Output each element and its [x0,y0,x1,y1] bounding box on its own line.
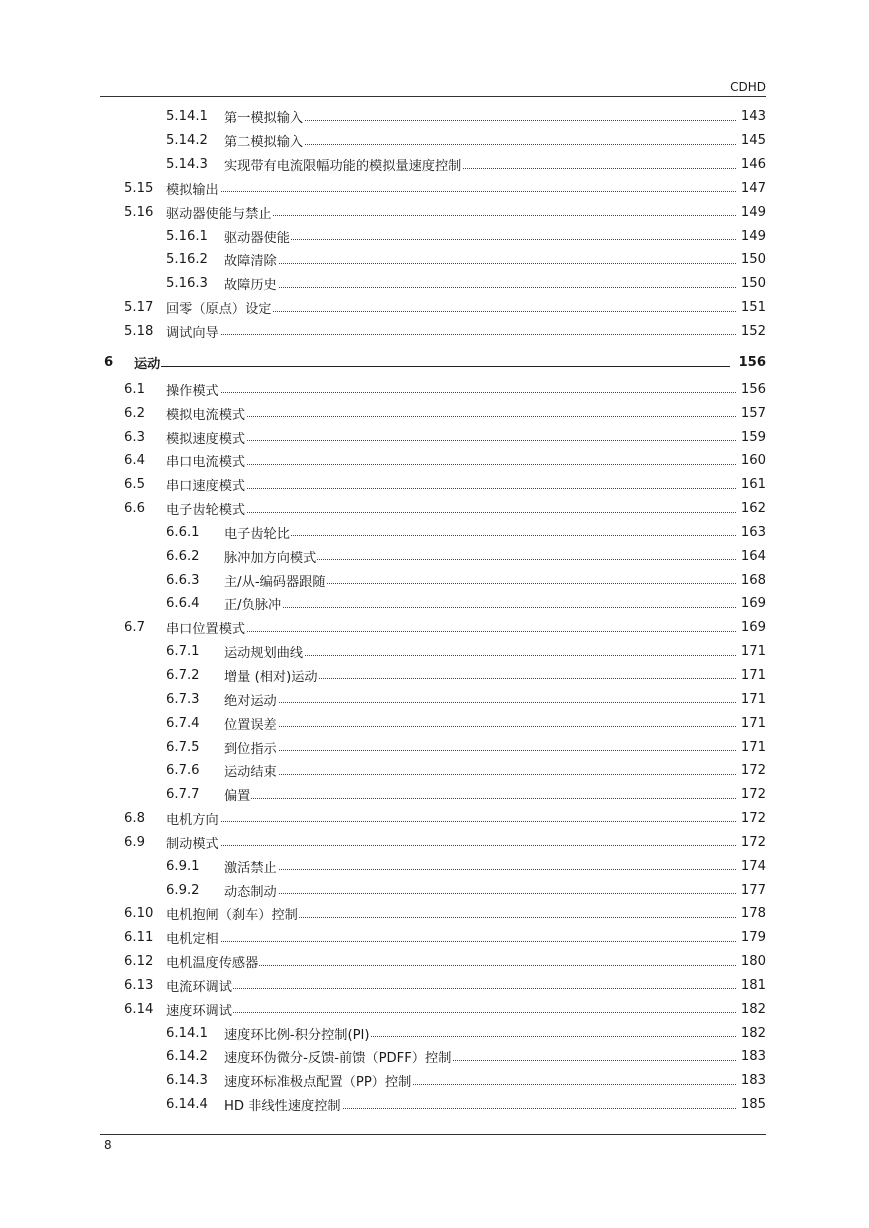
toc-entry-title: 速度环标准极点配置（PP）控制 [224,1071,412,1090]
toc-entry-page: 161 [740,477,766,493]
toc-entry-number: 6.8 [124,811,145,827]
toc-entry-number: 6.1 [124,381,145,397]
toc-entry-page: 178 [740,906,766,922]
toc-entry-page: 177 [740,882,766,898]
toc-entry-title: 位置误差 [224,714,278,733]
toc-entry-number: 6.6.3 [166,572,200,588]
toc-entry[interactable] [100,224,766,248]
toc-entry-number: 5.14.3 [166,157,208,173]
toc-entry[interactable] [100,473,766,497]
toc-entry-page: 160 [740,453,766,469]
toc-entry-number: 6.9.1 [166,858,200,874]
toc-entry-title: 驱动器使能与禁止 [166,203,273,222]
toc-entry-title: 串口速度模式 [166,475,246,494]
toc-entry-title: 制动模式 [166,833,220,852]
toc-entry-number: 6.14 [124,1001,154,1017]
toc-entry-page: 180 [740,954,766,970]
toc-leader [224,262,736,264]
page-number: 8 [104,1138,112,1152]
toc-entry-number: 6.4 [124,453,145,469]
toc-entry[interactable] [100,950,766,974]
toc-entry-number: 6.7.4 [166,715,200,731]
toc-entry-title: 主/从-编码器跟随 [224,571,327,590]
toc-entry-number: 6.7.1 [166,644,200,660]
toc-leader [166,333,736,335]
toc-entry[interactable] [100,105,766,129]
toc-entry-number: 6.10 [124,906,154,922]
toc-entry-title: 驱动器使能 [224,227,291,246]
toc-entry-title: 脉冲加方向模式 [224,547,317,566]
toc-leader [166,391,736,393]
toc-entry-page: 172 [740,811,766,827]
toc-entry-page: 156 [738,354,766,370]
toc-entry-number: 6.5 [124,477,145,493]
toc-entry-page: 168 [740,572,766,588]
toc-entry[interactable] [100,830,766,854]
toc-entry-page: 143 [740,109,766,125]
toc-entry[interactable] [100,129,766,153]
toc-entry-page: 171 [740,644,766,660]
toc-entry-number: 6.6.2 [166,548,200,564]
toc-entry-number: 6 [104,354,114,370]
toc-entry-title: 电机温度传感器 [166,952,259,971]
toc-entry-page: 145 [740,133,766,149]
toc-entry-title: 速度环调试 [166,1000,233,1019]
toc-entry-number: 6.14.1 [166,1025,208,1041]
toc-entry[interactable] [100,320,766,344]
toc-entry-page: 172 [740,763,766,779]
toc-leader [224,868,736,870]
table-of-contents [100,105,766,1117]
toc-entry-page: 156 [740,381,766,397]
toc-entry-title: 电子齿轮模式 [166,499,246,518]
toc-entry-title: 回零（原点）设定 [166,298,273,317]
toc-leader [224,797,736,799]
toc-leader [166,940,736,942]
toc-entry-page: 181 [740,977,766,993]
toc-entry-number: 6.7 [124,620,145,636]
toc-entry-number: 6.7.7 [166,787,200,803]
toc-entry[interactable] [100,807,766,831]
toc-entry-page: 162 [740,501,766,517]
toc-entry-title: 串口位置模式 [166,618,246,637]
toc-entry-page: 152 [740,324,766,340]
toc-entry[interactable] [100,521,766,545]
toc-entry-page: 146 [740,157,766,173]
toc-entry-title: 操作模式 [166,380,220,399]
toc-entry[interactable] [100,902,766,926]
toc-entry-number: 6.7.2 [166,667,200,683]
toc-entry[interactable] [100,759,766,783]
toc-entry-title: 电机定相 [166,928,220,947]
toc-entry-page: 185 [740,1097,766,1113]
toc-entry[interactable] [100,783,766,807]
toc-entry-number: 6.6.4 [166,596,200,612]
toc-entry-number: 6.6 [124,501,145,517]
toc-entry[interactable] [100,997,766,1021]
toc-entry-page: 171 [740,739,766,755]
toc-entry-title: 偏置 [224,785,251,804]
toc-entry-page: 172 [740,834,766,850]
toc-entry-page: 182 [740,1025,766,1041]
toc-entry-title: 电机抱闸（刹车）控制 [166,904,299,923]
toc-entry[interactable] [100,664,766,688]
toc-entry-page: 172 [740,787,766,803]
toc-entry[interactable] [100,926,766,950]
toc-entry-title: 速度环伪微分-反馈-前馈（PDFF）控制 [224,1047,452,1066]
toc-entry-page: 169 [740,620,766,636]
toc-leader [166,511,736,513]
toc-entry-title: 调试向导 [166,322,220,341]
toc-entry-number: 5.14.1 [166,109,208,125]
toc-entry-page: 171 [740,667,766,683]
toc-entry-title: 电流环调试 [166,976,233,995]
toc-leader [224,725,736,727]
toc-entry[interactable] [100,296,766,320]
toc-entry-page: 169 [740,596,766,612]
toc-entry-page: 150 [740,252,766,268]
toc-entry-page: 163 [740,524,766,540]
toc-entry-number: 6.14.4 [166,1097,208,1113]
toc-entry-title: 模拟速度模式 [166,428,246,447]
toc-entry-title: 速度环比例-积分控制(PI) [224,1024,371,1043]
toc-entry-title: 动态制动 [224,881,278,900]
toc-entry-number: 5.16.1 [166,228,208,244]
toc-entry-number: 5.14.2 [166,133,208,149]
toc-entry-number: 6.3 [124,429,145,445]
toc-leader [224,701,736,703]
toc-entry[interactable] [100,854,766,878]
toc-entry-page: 149 [740,204,766,220]
toc-entry[interactable] [100,711,766,735]
toc-leader [224,606,736,608]
toc-entry-page: 174 [740,858,766,874]
header-divider [100,96,766,97]
toc-entry[interactable] [100,974,766,998]
toc-entry-title: 故障清除 [224,250,278,269]
toc-entry-title: 故障历史 [224,274,278,293]
toc-leader [166,415,736,417]
toc-entry-number: 6.9 [124,834,145,850]
toc-entry-page: 150 [740,276,766,292]
toc-entry-number: 6.11 [124,930,154,946]
running-header: CDHD [730,80,766,94]
footer-divider [100,1134,766,1135]
toc-entry[interactable] [100,272,766,296]
toc-entry-title: 运动 [134,353,161,372]
toc-entry[interactable] [100,177,766,201]
toc-entry-title: HD 非线性速度控制 [224,1095,342,1114]
toc-entry[interactable] [100,1069,766,1093]
toc-entry-title: 第二模拟输入 [224,131,304,150]
toc-entry-page: 159 [740,429,766,445]
toc-entry-title: 电机方向 [166,809,220,828]
toc-entry[interactable] [100,377,766,401]
toc-entry[interactable] [100,735,766,759]
toc-entry-title: 正/负脉冲 [224,594,282,613]
toc-entry-number: 6.7.6 [166,763,200,779]
toc-entry[interactable] [100,1021,766,1045]
toc-entry-title: 增量 (相对)运动 [224,666,319,685]
toc-entry-page: 183 [740,1073,766,1089]
toc-entry-page: 182 [740,1001,766,1017]
toc-entry-page: 164 [740,548,766,564]
toc-entry-title: 激活禁止 [224,857,278,876]
toc-leader [166,844,736,846]
toc-entry-page: 157 [740,405,766,421]
toc-entry[interactable] [100,401,766,425]
toc-leader [166,439,736,441]
toc-entry-number: 5.16.3 [166,276,208,292]
toc-entry-number: 5.18 [124,324,154,340]
toc-entry[interactable] [100,449,766,473]
toc-leader [224,286,736,288]
toc-entry-page: 151 [740,300,766,316]
toc-leader [166,1011,736,1013]
toc-entry-title: 电子齿轮比 [224,523,291,542]
toc-leader [224,749,736,751]
toc-entry-title: 运动结束 [224,761,278,780]
toc-entry[interactable] [100,687,766,711]
toc-entry-page: 179 [740,930,766,946]
toc-entry-number: 6.6.1 [166,524,200,540]
toc-entry-title: 串口电流模式 [166,451,246,470]
toc-entry-title: 模拟电流模式 [166,404,246,423]
toc-entry[interactable] [100,497,766,521]
toc-leader [224,238,736,240]
toc-entry[interactable] [100,153,766,177]
toc-entry-title: 模拟输出 [166,179,220,198]
toc-entry-number: 6.7.3 [166,691,200,707]
toc-entry[interactable] [100,1045,766,1069]
toc-entry[interactable] [100,1093,766,1117]
toc-entry[interactable] [100,348,766,376]
toc-entry-number: 6.2 [124,405,145,421]
toc-entry-number: 6.14.3 [166,1073,208,1089]
toc-entry-page: 149 [740,228,766,244]
toc-entry[interactable] [100,616,766,640]
toc-entry-page: 183 [740,1049,766,1065]
toc-entry-page: 147 [740,180,766,196]
toc-entry-number: 6.12 [124,954,154,970]
toc-leader [166,463,736,465]
toc-entry[interactable] [100,592,766,616]
toc-entry-number: 5.15 [124,180,154,196]
toc-entry-number: 5.16 [124,204,154,220]
toc-entry-page: 171 [740,715,766,731]
toc-entry[interactable] [100,640,766,664]
toc-leader [166,820,736,822]
toc-entry[interactable] [100,248,766,272]
toc-leader [166,487,736,489]
toc-leader [166,630,736,632]
toc-entry-title: 绝对运动 [224,690,278,709]
toc-leader [224,534,736,536]
toc-leader [166,987,736,989]
toc-entry[interactable] [100,568,766,592]
toc-entry[interactable] [100,544,766,568]
toc-entry-number: 6.14.2 [166,1049,208,1065]
toc-entry-title: 到位指示 [224,738,278,757]
toc-entry[interactable] [100,200,766,224]
toc-entry-title: 实现带有电流限幅功能的模拟量速度控制 [224,155,462,174]
toc-entry-number: 5.16.2 [166,252,208,268]
toc-entry-number: 6.7.5 [166,739,200,755]
toc-entry-number: 6.9.2 [166,882,200,898]
toc-entry-title: 运动规划曲线 [224,642,304,661]
toc-entry-page: 171 [740,691,766,707]
toc-leader [224,773,736,775]
toc-entry-number: 5.17 [124,300,154,316]
toc-entry-title: 第一模拟输入 [224,107,304,126]
toc-leader [224,892,736,894]
toc-leader [166,190,736,192]
toc-entry-number: 6.13 [124,977,154,993]
toc-leader [134,365,730,367]
toc-entry[interactable] [100,878,766,902]
toc-entry[interactable] [100,425,766,449]
